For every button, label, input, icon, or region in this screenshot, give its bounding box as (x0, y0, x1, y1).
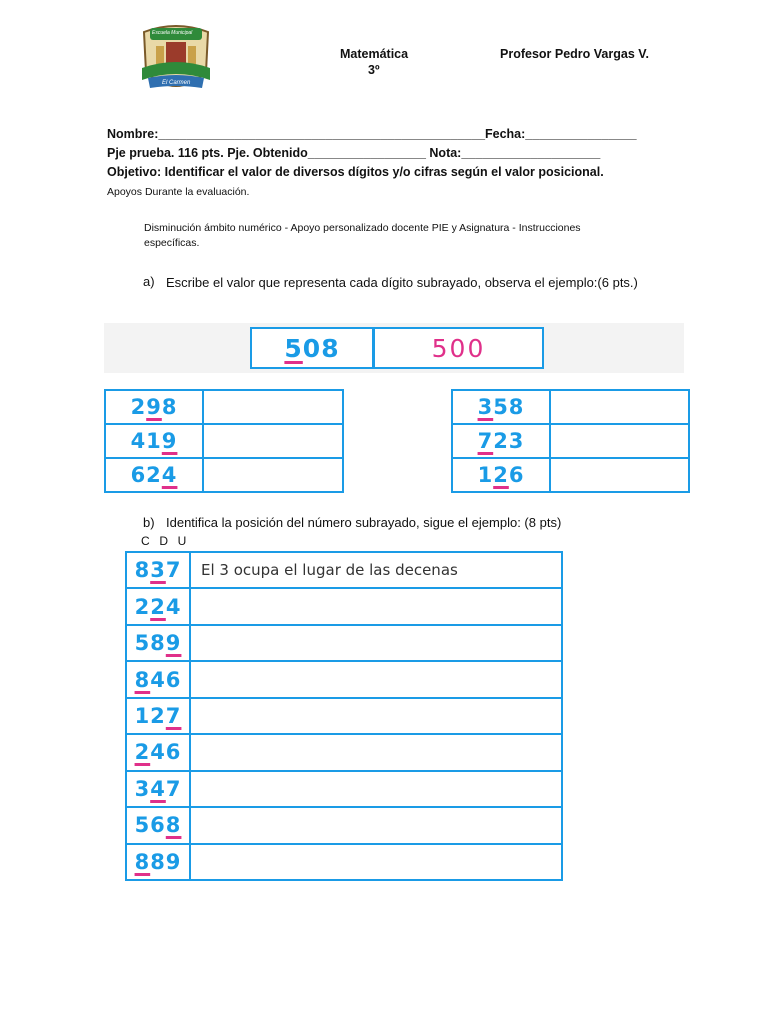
underlined-digit: 7 (477, 429, 494, 453)
underlined-digit: 2 (493, 463, 509, 487)
position-table (125, 551, 563, 881)
question-b-text: Identifica la posición del número subrayado, sigue el ejemplo: (8 pts) (166, 515, 562, 530)
answer-cell[interactable] (190, 734, 562, 770)
question-b-label: b) (143, 515, 155, 530)
underlined-digit: 3 (150, 558, 166, 583)
score-line[interactable]: Pje prueba. 116 pts. Pje. Obtenido_________________ Nota:____________________ (107, 146, 601, 160)
table-row: 126 (452, 458, 689, 492)
answer-cell[interactable]: El 3 ocupa el lugar de las decenas (190, 552, 562, 588)
table-row: 298 (105, 390, 343, 424)
table-row: 624 (105, 458, 343, 492)
table-row: 837 El 3 ocupa el lugar de las decenas (126, 552, 562, 588)
table-row: 358 (452, 390, 689, 424)
digit-post: 08 (302, 333, 340, 363)
example-table (250, 327, 544, 369)
underlined-digit: 9 (146, 395, 162, 419)
question-a-text: Escribe el valor que representa cada dígito subrayado, observa el ejemplo:(6 pts.) (166, 275, 638, 290)
table-row: 568 (126, 807, 562, 843)
underlined-digit: 4 (150, 776, 166, 801)
underlined-digit: 9 (161, 429, 178, 453)
date-field[interactable]: Fecha:________________ (485, 127, 637, 141)
subject-title: Matemática (340, 47, 409, 61)
answer-cell[interactable] (190, 625, 562, 661)
example-answer-value: 500 (431, 333, 486, 363)
underlined-digit: 4 (161, 463, 178, 487)
answer-cell[interactable] (550, 458, 689, 492)
answer-cell[interactable] (550, 424, 689, 458)
question-a-label: a) (143, 274, 155, 289)
answer-cell[interactable] (190, 588, 562, 624)
answer-cell[interactable] (203, 424, 343, 458)
underlined-digit: 3 (477, 395, 494, 419)
answer-cell[interactable] (190, 698, 562, 734)
table-row: 846 (126, 661, 562, 697)
answer-cell[interactable] (203, 458, 343, 492)
answer-cell[interactable] (190, 844, 562, 881)
grade-label: 3º (368, 63, 380, 77)
underlined-digit: 7 (165, 703, 182, 728)
table-row: 589 (126, 625, 562, 661)
cdu-header: C D U (141, 534, 188, 548)
support-line: Apoyos Durante la evaluación. (107, 186, 250, 198)
underlined-digit: 8 (134, 667, 151, 692)
digit-underlined: 5 (284, 333, 303, 363)
example-number (251, 328, 374, 368)
answer-cell[interactable] (203, 390, 343, 424)
answer-cell[interactable] (190, 661, 562, 697)
name-field[interactable]: Nombre:_______________________________________________ (107, 127, 486, 141)
objective-line: Objetivo: Identificar el valor de diversos dígitos y/o cifras según el valor posicional. (107, 165, 604, 179)
underlined-digit: 2 (134, 740, 151, 765)
underlined-digit: 2 (150, 594, 166, 619)
table-row: 723 (452, 424, 689, 458)
table-row: 347 (126, 771, 562, 807)
underlined-digit: 8 (165, 813, 182, 838)
adaptation-note: Disminución ámbito numérico - Apoyo personalizado docente PIE y Asignatura - Instrucciones específicas. (144, 222, 581, 249)
logo-top-text: Escuela Municipal (152, 30, 193, 36)
table-row: 127 (126, 698, 562, 734)
teacher-name: Profesor Pedro Vargas V. (500, 47, 649, 61)
logo-bottom-text: El Carmen (162, 80, 191, 86)
answer-cell[interactable] (190, 771, 562, 807)
table-row: 419 (105, 424, 343, 458)
table-row: 246 (126, 734, 562, 770)
value-table-right (451, 389, 690, 493)
value-table-left (104, 389, 344, 493)
underlined-digit: 9 (165, 631, 182, 656)
example-answer (374, 328, 544, 368)
underlined-digit: 8 (134, 849, 151, 874)
answer-cell[interactable] (190, 807, 562, 843)
table-row: 224 (126, 588, 562, 624)
table-row: 889 (126, 844, 562, 881)
answer-cell[interactable] (550, 390, 689, 424)
